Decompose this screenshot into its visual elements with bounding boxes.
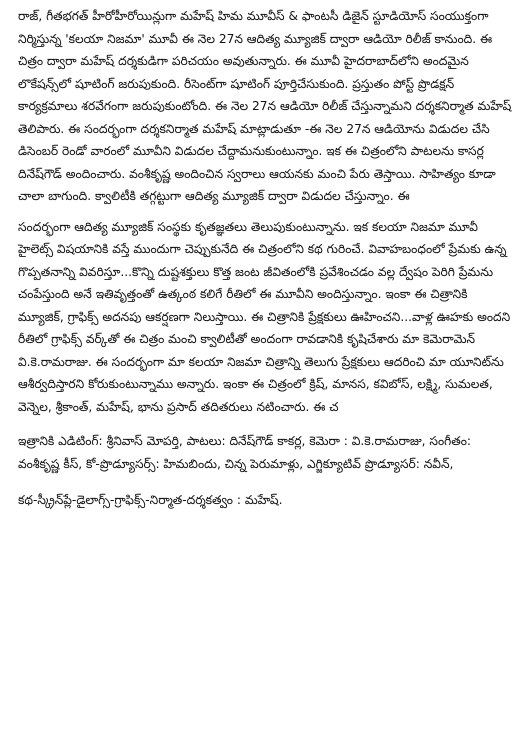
article-paragraph-credits: ఇత్రానికి ఎడిటింగ్: శ్రీనివాస్ మోపర్తి, పాటలు: దినేష్‌గౌడ్ కాకర్ల, కెమెరా : వి.కె.రామరాజు, సంగీతం: వంశీకృష్ణ కీస్, కో-ప్రొడ్యూసర్స్: హిమబిందు, చిన్న పెరుమాళ్లు, ఎగ్జిక్యూటివ్ ప్రొడ్యూసర్: నవీన్,	[18, 434, 472, 471]
article-paragraph-director-credit: కథ-స్క్రీన్‌ప్లే-డైలాగ్స్-గ్రాఫిక్స్-నిర్మాత-దర్శకత్వం : మహేష్.	[18, 493, 283, 507]
article-paragraph-intro: రాజ్, గీతభగత్ హీరోహీరోయిన్లుగా మహేష్ హిమ మూవీస్ & ఫాంటసీ డిజైన్ స్టూడియోస్ సంయుక్తంగా నిర్మిస్తున్న 'కలయా నిజమా' మూవీ ఈ నెల 27న ఆదిత్య మ్యూజిక్ ద్వారా ఆడియో రిలీజ్ కానుంది. ఈ చిత్రం ద్వారా మహేష్ దర్శకుడిగా పరిచయం అవుతున్నారు. ఈ మూవీ హైదరాబాద్‌లోని అందమైన లొకేషన్స్‌లో షూటింగ్ జరుపుకుంది. రీసెంట్‌గా షూటింగ్ పూర్తిచేసుకుంది. ప్రస్తుతం పోస్ట్ ప్రొడక్షన్ కార్యక్రమాలు శరవేగంగా జరుపుకుంటోంది. ఈ నెల 27న ఆడియో రిలీజ్ చేస్తున్నామని దర్శకనిర్మాత మహేష్ తెలిపారు. ఈ సందర్భంగా దర్శకనిర్మాత మహేష్ మాట్లాడుతూ -ఈ నెల 27న ఆడియోను విడుదల చేసి డిసెంబర్ రెండో వారంలో మూవీని విడుదల చేద్దామనుకుంటున్నాం. ఇక ఈ చిత్రంలోని పాటలను కాసర్ల దినేష్‌గౌడ్ అందించారు. వంశీకృష్ణ అందించిన స్వరాలు ఆయనకు మంచి పేరు తెస్తాయి. సాహిత్యం కూడా చాలా బాగుంది. క్వాలిటీకి తగ్గట్టుగా ఆదిత్య మ్యూజిక్ ద్వారా విడుదల చేస్తున్నాం. ఈ	[18, 9, 512, 203]
article-paragraph-story: సందర్భంగా ఆదిత్య మ్యూజిక్ సంస్థకు కృతజ్ఞతలు తెలుపుకుంటున్నాను. ఇక కలయా నిజమా మూవీ హైలెట్స్ విషయానికి వస్తే ముందుగా చెప్పుకునేది ఈ చిత్రంలోని కథ గురించే. వివాహబంధంలో ప్రేమకు ఉన్న గొప్పతనాన్ని వివరిస్తూ...కొన్ని దుష్టశక్తులు కొత్త జంట జీవితంలోకి ప్రవేశించడం వల్ల ద్వేషం పెరిగి ప్రేమను చంపేస్తుంది అనే ఇతివృత్తంతో ఉత్కంఠ కలిగే రీతిలో ఈ మూవీని అందిస్తున్నాం. ఇంకా ఈ చిత్రానికి మ్యూజిక్, గ్రాఫిక్స్ అదనపు ఆకర్షణగా నిలుస్తాయి. ఈ చిత్రానికి ప్రేక్షకులు ఊహించని...వాళ్ల ఊహకు అందని రీతిలో గ్రాఫిక్స్ వర్క్‌తో ఈ చిత్రం మంచి క్వాలిటీతో అందంగా రావడానికి కృషిచేశారు మా కెమెరామెన్ వి.కె.రామరాజు. ఈ సందర్భంగా మా కలయా నిజమా చిత్రాన్ని తెలుగు ప్రేక్షకులు ఆదరించి మా యూనిట్‌ను ఆశీర్వదిస్తారని కోరుకుంటున్నాము అన్నారు. ఇంకా ఈ చిత్రంలో క్రిష్, మానస, కవిబోస్, లక్ష్మి, సుమలత, వెన్నెల, శ్రీకాంత్, మహేష్, భాను ప్రసాద్ తదితరులు నటించారు. ఈ చ	[18, 219, 511, 414]
